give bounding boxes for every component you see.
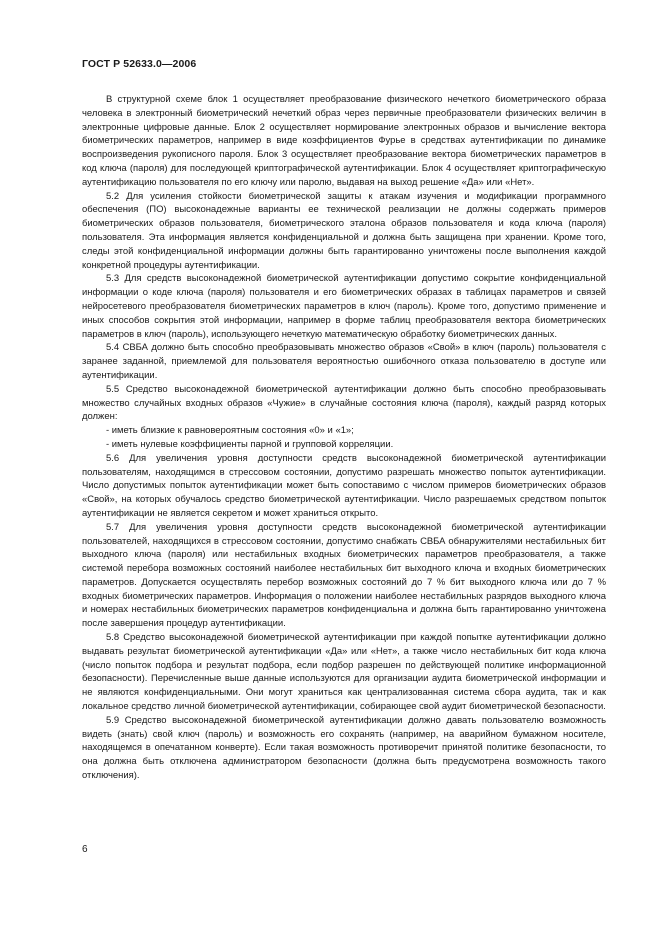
list-item-zero-correlation: - иметь нулевые коэффициенты парной и групповой корреляции. (106, 438, 394, 450)
paragraph-5-9: 5.9 Средство высоконадежной биометрической аутентификации должно давать пользователю возможность видеть (знать) свой ключ (пароль) и возможность его сохранять (например, на аварийном бумажном носителе, находящемся в опечатанном конверте). Если такая возможность противоречит принятой политике безопасности, то она должна быть отключена администратором безопасности (должна быть предусмотрена возможность такого отключения). (82, 714, 606, 782)
paragraph-5-7: 5.7 Для увеличения уровня доступности средств высоконадежной биометрической аутентификации пользователей, находящихся в стрессовом состоянии, допустимо снабжать СВБА обнаружителями нестабильных бит выходного ключа (пароля) или нестабильных входных биометрических параметров преобразователя, а также системой перебора возможных состояний наиболее нестабильных бит выходного ключа и входных биометрических параметров. Допускается осуществлять перебор возможных состояний до 7 % бит выходного ключа или до 7 % входных биометрических параметров. Информация о положении наиболее нестабильных разрядов выходного ключа и номерах нестабильных биометрических параметров конфиденциальна и должна быть гарантированно уничтожена после завершения процедур аутентификации. (82, 521, 606, 630)
paragraph-block-scheme: В структурной схеме блок 1 осуществляет преобразование физического нечеткого биометрического образа человека в электронный биометрический нечеткий образ через первичные преобразователи физических величин в электронные цифровые данные. Блок 2 осуществляет нормирование электронных образов и вычисление вектора биометрических параметров, например в виде коэффициентов Фурье в средствах аутентификации по динамике воспроизведения рукописного пароля. Блок 3 осуществляет преобразование вектора биометрических параметров в код ключа (пароля) для последующей криптографической аутентификации. Блок 4 осуществляет криптографическую аутентификацию пользователя по его ключу или паролю, выдавая на выход решение «Да» или «Нет». (82, 94, 606, 188)
list-item-equiprobable: - иметь близкие к равновероятным состояния «0» и «1»; (106, 425, 354, 437)
paragraph-5-4: 5.4 СВБА должно быть способно преобразовывать множество образов «Свой» в ключ (пароль) пользователя с заранее заданной, приемлемой для пользователя вероятностью ошибочного отказа пользователю в доступе или аутентификации. (82, 342, 606, 381)
document-header: ГОСТ Р 52633.0—2006 (82, 58, 197, 70)
paragraph-5-3: 5.3 Для средств высоконадежной биометрической аутентификации допустимо сокрытие конфиденциальной информации о коде ключа (пароля) пользователя и его биометрических образах в таблицах параметров и связей нейросетевого преобразователя биометрических параметров в ключ (пароль). Кроме того, допустимо применение и иных способов сокрытия этой информации, например в форме таблиц преобразователя вектора биометрических параметров в ключ (пароль), использующего нечеткую математическую обработку биометрических данных. (82, 273, 606, 340)
document-body (82, 93, 606, 783)
paragraph-5-2: 5.2 Для усиления стойкости биометрической защиты к атакам изучения и модификации программного обеспечения (ПО) высоконадежные варианты ее технической реализации не должны содержать примеров биометрических образов пользователя, биометрического эталона образов пользователя и кода ключа (пароля) пользователя. Эта информация является конфиденциальной и должна быть защищена при хранении. Кроме того, следы этой конфиденциальной информации должны быть гарантированно уничтожены после выполнения каждой конкретной процедуры аутентификации. (82, 190, 606, 271)
paragraph-5-6: 5.6 Для увеличения уровня доступности средств высоконадежной биометрической аутентификации пользователям, находящимся в стрессовом состоянии, допустимо разрешать множество попыток аутентификации. Число допустимых попыток аутентификации может быть сопоставимо с числом примеров биометрических образов «Свой», на которых обучалось средство биометрической аутентификации. Число разрешаемых средством попыток аутентификации не является секретом и может храниться открыто. (82, 452, 606, 519)
paragraph-5-8: 5.8 Средство высоконадежной биометрической аутентификации при каждой попытке аутентификации должно выдавать результат биометрической аутентификации «Да» или «Нет», а также число нестабильных бит кода ключа (число попыток подбора и результат подбора, если подбор разрешен по действующей политике информационной безопасности). Перечисленные выше данные используются для организации аудита биометрической информации и не являются конфиденциальными. Они могут храниться как централизованная система сбора аудита, так и как локальное средство личной биометрической аутентификации, собирающее свой аудит биометрической безопасности. (82, 632, 606, 713)
paragraph-5-5: 5.5 Средство высоконадежной биометрической аутентификации должно быть способно преобразовывать множество случайных входных образов «Чужие» в случайные состояния ключа (пароля), каждый разряд которых должен: (82, 383, 606, 423)
page-number: 6 (82, 844, 88, 855)
